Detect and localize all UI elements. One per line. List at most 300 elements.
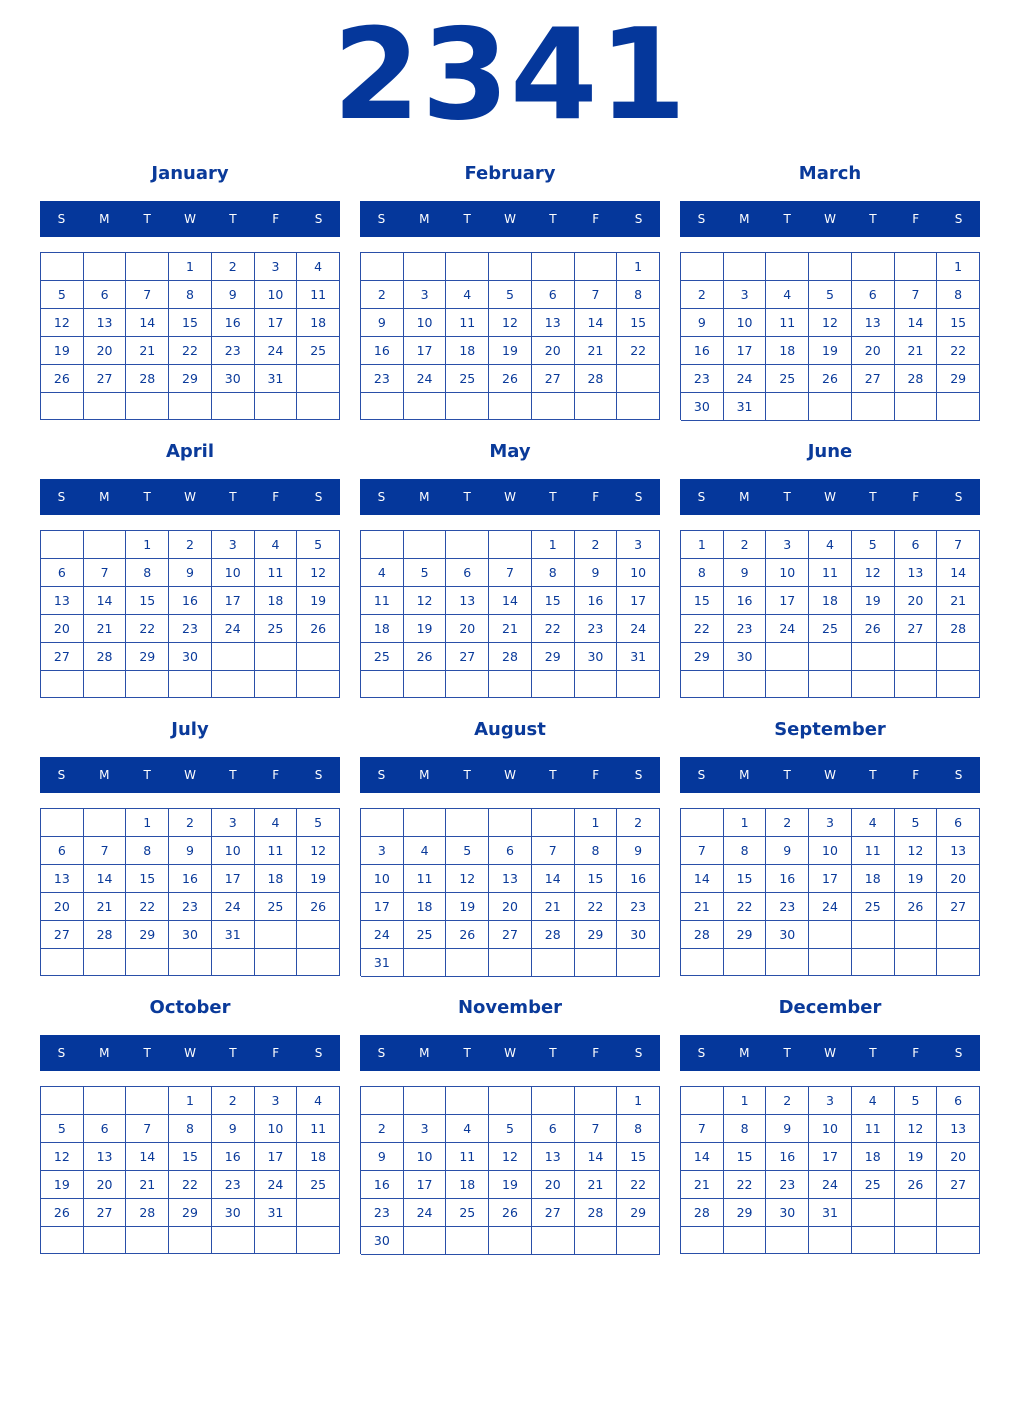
day-cell[interactable]: 5: [404, 559, 447, 587]
day-cell[interactable]: 5: [297, 531, 340, 559]
day-cell[interactable]: 21: [575, 337, 618, 365]
day-cell[interactable]: 4: [297, 1087, 340, 1115]
day-cell[interactable]: 29: [937, 365, 980, 393]
day-cell[interactable]: 3: [255, 1087, 298, 1115]
day-cell[interactable]: 5: [809, 281, 852, 309]
day-cell[interactable]: 21: [681, 893, 724, 921]
day-cell[interactable]: 25: [446, 365, 489, 393]
day-cell[interactable]: 17: [809, 865, 852, 893]
day-cell[interactable]: 7: [575, 281, 618, 309]
day-cell[interactable]: 21: [895, 337, 938, 365]
day-cell[interactable]: 23: [212, 1171, 255, 1199]
day-cell[interactable]: 17: [404, 1171, 447, 1199]
day-cell[interactable]: 18: [255, 587, 298, 615]
day-cell[interactable]: 16: [766, 1143, 809, 1171]
day-cell[interactable]: 18: [404, 893, 447, 921]
day-cell[interactable]: 30: [766, 1199, 809, 1227]
day-cell[interactable]: 9: [212, 281, 255, 309]
day-cell[interactable]: 13: [446, 587, 489, 615]
day-cell[interactable]: 5: [895, 809, 938, 837]
day-cell[interactable]: 1: [724, 1087, 767, 1115]
day-cell[interactable]: 9: [361, 309, 404, 337]
day-cell[interactable]: 12: [41, 309, 84, 337]
day-cell[interactable]: 24: [724, 365, 767, 393]
day-cell[interactable]: 15: [532, 587, 575, 615]
day-cell[interactable]: 20: [532, 1171, 575, 1199]
day-cell[interactable]: 29: [169, 365, 212, 393]
day-cell[interactable]: 15: [724, 1143, 767, 1171]
day-cell[interactable]: 26: [809, 365, 852, 393]
day-cell[interactable]: 28: [895, 365, 938, 393]
day-cell[interactable]: 18: [809, 587, 852, 615]
day-cell[interactable]: 12: [404, 587, 447, 615]
day-cell[interactable]: 10: [617, 559, 660, 587]
day-cell[interactable]: 17: [404, 337, 447, 365]
day-cell[interactable]: 22: [937, 337, 980, 365]
day-cell[interactable]: 17: [617, 587, 660, 615]
day-cell[interactable]: 25: [852, 893, 895, 921]
day-cell[interactable]: 23: [766, 893, 809, 921]
day-cell[interactable]: 29: [169, 1199, 212, 1227]
day-cell[interactable]: 9: [212, 1115, 255, 1143]
day-cell[interactable]: 19: [895, 1143, 938, 1171]
day-cell[interactable]: 1: [617, 253, 660, 281]
day-cell[interactable]: 13: [852, 309, 895, 337]
day-cell[interactable]: 11: [297, 281, 340, 309]
day-cell[interactable]: 13: [937, 1115, 980, 1143]
day-cell[interactable]: 3: [809, 809, 852, 837]
day-cell[interactable]: 7: [895, 281, 938, 309]
day-cell[interactable]: 23: [361, 365, 404, 393]
day-cell[interactable]: 7: [126, 281, 169, 309]
day-cell[interactable]: 15: [126, 587, 169, 615]
day-cell[interactable]: 29: [617, 1199, 660, 1227]
day-cell[interactable]: 30: [212, 365, 255, 393]
day-cell[interactable]: 9: [361, 1143, 404, 1171]
day-cell[interactable]: 28: [84, 643, 127, 671]
day-cell[interactable]: 6: [84, 281, 127, 309]
day-cell[interactable]: 26: [852, 615, 895, 643]
day-cell[interactable]: 19: [895, 865, 938, 893]
day-cell[interactable]: 15: [575, 865, 618, 893]
day-cell[interactable]: 30: [212, 1199, 255, 1227]
day-cell[interactable]: 18: [361, 615, 404, 643]
day-cell[interactable]: 1: [532, 531, 575, 559]
day-cell[interactable]: 8: [169, 281, 212, 309]
day-cell[interactable]: 7: [937, 531, 980, 559]
day-cell[interactable]: 24: [809, 893, 852, 921]
day-cell[interactable]: 3: [361, 837, 404, 865]
day-cell[interactable]: 24: [617, 615, 660, 643]
day-cell[interactable]: 1: [169, 1087, 212, 1115]
day-cell[interactable]: 8: [169, 1115, 212, 1143]
day-cell[interactable]: 14: [84, 865, 127, 893]
day-cell[interactable]: 7: [681, 1115, 724, 1143]
day-cell[interactable]: 27: [84, 365, 127, 393]
day-cell[interactable]: 27: [446, 643, 489, 671]
day-cell[interactable]: 16: [169, 587, 212, 615]
day-cell[interactable]: 19: [809, 337, 852, 365]
day-cell[interactable]: 24: [212, 893, 255, 921]
day-cell[interactable]: 22: [532, 615, 575, 643]
day-cell[interactable]: 14: [681, 865, 724, 893]
day-cell[interactable]: 24: [809, 1171, 852, 1199]
day-cell[interactable]: 15: [169, 1143, 212, 1171]
day-cell[interactable]: 26: [41, 1199, 84, 1227]
day-cell[interactable]: 9: [724, 559, 767, 587]
day-cell[interactable]: 15: [681, 587, 724, 615]
day-cell[interactable]: 10: [255, 1115, 298, 1143]
day-cell[interactable]: 25: [852, 1171, 895, 1199]
day-cell[interactable]: 3: [212, 809, 255, 837]
day-cell[interactable]: 25: [404, 921, 447, 949]
day-cell[interactable]: 23: [212, 337, 255, 365]
day-cell[interactable]: 27: [84, 1199, 127, 1227]
day-cell[interactable]: 28: [681, 921, 724, 949]
day-cell[interactable]: 30: [361, 1227, 404, 1255]
day-cell[interactable]: 13: [895, 559, 938, 587]
day-cell[interactable]: 29: [126, 921, 169, 949]
day-cell[interactable]: 1: [126, 531, 169, 559]
day-cell[interactable]: 20: [532, 337, 575, 365]
day-cell[interactable]: 3: [766, 531, 809, 559]
day-cell[interactable]: 27: [41, 921, 84, 949]
day-cell[interactable]: 1: [575, 809, 618, 837]
day-cell[interactable]: 8: [724, 1115, 767, 1143]
day-cell[interactable]: 11: [255, 837, 298, 865]
day-cell[interactable]: 17: [724, 337, 767, 365]
day-cell[interactable]: 25: [297, 1171, 340, 1199]
day-cell[interactable]: 22: [575, 893, 618, 921]
day-cell[interactable]: 26: [297, 615, 340, 643]
day-cell[interactable]: 5: [489, 1115, 532, 1143]
day-cell[interactable]: 9: [617, 837, 660, 865]
day-cell[interactable]: 22: [617, 337, 660, 365]
day-cell[interactable]: 14: [937, 559, 980, 587]
day-cell[interactable]: 14: [126, 309, 169, 337]
day-cell[interactable]: 11: [766, 309, 809, 337]
day-cell[interactable]: 4: [766, 281, 809, 309]
day-cell[interactable]: 11: [852, 837, 895, 865]
day-cell[interactable]: 26: [404, 643, 447, 671]
day-cell[interactable]: 17: [212, 587, 255, 615]
day-cell[interactable]: 12: [809, 309, 852, 337]
day-cell[interactable]: 28: [532, 921, 575, 949]
day-cell[interactable]: 20: [852, 337, 895, 365]
day-cell[interactable]: 18: [766, 337, 809, 365]
day-cell[interactable]: 24: [404, 365, 447, 393]
day-cell[interactable]: 13: [84, 309, 127, 337]
day-cell[interactable]: 20: [84, 1171, 127, 1199]
day-cell[interactable]: 19: [297, 587, 340, 615]
day-cell[interactable]: 10: [404, 1143, 447, 1171]
day-cell[interactable]: 13: [41, 865, 84, 893]
day-cell[interactable]: 24: [361, 921, 404, 949]
day-cell[interactable]: 25: [255, 893, 298, 921]
day-cell[interactable]: 30: [169, 643, 212, 671]
day-cell[interactable]: 2: [681, 281, 724, 309]
day-cell[interactable]: 21: [489, 615, 532, 643]
day-cell[interactable]: 16: [212, 1143, 255, 1171]
day-cell[interactable]: 23: [575, 615, 618, 643]
day-cell[interactable]: 16: [575, 587, 618, 615]
day-cell[interactable]: 6: [532, 281, 575, 309]
day-cell[interactable]: 3: [724, 281, 767, 309]
day-cell[interactable]: 5: [41, 281, 84, 309]
day-cell[interactable]: 5: [446, 837, 489, 865]
day-cell[interactable]: 3: [404, 1115, 447, 1143]
day-cell[interactable]: 14: [681, 1143, 724, 1171]
day-cell[interactable]: 21: [532, 893, 575, 921]
day-cell[interactable]: 21: [84, 893, 127, 921]
day-cell[interactable]: 6: [446, 559, 489, 587]
day-cell[interactable]: 11: [297, 1115, 340, 1143]
day-cell[interactable]: 10: [809, 837, 852, 865]
day-cell[interactable]: 3: [255, 253, 298, 281]
day-cell[interactable]: 18: [852, 865, 895, 893]
day-cell[interactable]: 2: [212, 1087, 255, 1115]
day-cell[interactable]: 10: [404, 309, 447, 337]
day-cell[interactable]: 16: [617, 865, 660, 893]
day-cell[interactable]: 2: [169, 809, 212, 837]
day-cell[interactable]: 26: [895, 1171, 938, 1199]
day-cell[interactable]: 4: [852, 809, 895, 837]
day-cell[interactable]: 15: [169, 309, 212, 337]
day-cell[interactable]: 4: [446, 1115, 489, 1143]
day-cell[interactable]: 20: [41, 893, 84, 921]
day-cell[interactable]: 29: [532, 643, 575, 671]
day-cell[interactable]: 31: [255, 1199, 298, 1227]
day-cell[interactable]: 18: [446, 337, 489, 365]
day-cell[interactable]: 21: [126, 337, 169, 365]
day-cell[interactable]: 29: [724, 921, 767, 949]
day-cell[interactable]: 28: [575, 1199, 618, 1227]
day-cell[interactable]: 10: [361, 865, 404, 893]
day-cell[interactable]: 25: [255, 615, 298, 643]
day-cell[interactable]: 14: [489, 587, 532, 615]
day-cell[interactable]: 7: [489, 559, 532, 587]
day-cell[interactable]: 2: [575, 531, 618, 559]
day-cell[interactable]: 8: [575, 837, 618, 865]
day-cell[interactable]: 14: [84, 587, 127, 615]
day-cell[interactable]: 21: [84, 615, 127, 643]
day-cell[interactable]: 30: [575, 643, 618, 671]
day-cell[interactable]: 23: [681, 365, 724, 393]
day-cell[interactable]: 26: [446, 921, 489, 949]
day-cell[interactable]: 22: [724, 1171, 767, 1199]
day-cell[interactable]: 9: [575, 559, 618, 587]
day-cell[interactable]: 28: [937, 615, 980, 643]
day-cell[interactable]: 2: [169, 531, 212, 559]
day-cell[interactable]: 17: [809, 1143, 852, 1171]
day-cell[interactable]: 14: [575, 1143, 618, 1171]
day-cell[interactable]: 2: [617, 809, 660, 837]
day-cell[interactable]: 28: [681, 1199, 724, 1227]
day-cell[interactable]: 6: [937, 1087, 980, 1115]
day-cell[interactable]: 17: [255, 1143, 298, 1171]
day-cell[interactable]: 26: [489, 365, 532, 393]
day-cell[interactable]: 7: [575, 1115, 618, 1143]
day-cell[interactable]: 1: [937, 253, 980, 281]
day-cell[interactable]: 18: [446, 1171, 489, 1199]
day-cell[interactable]: 24: [404, 1199, 447, 1227]
day-cell[interactable]: 27: [489, 921, 532, 949]
day-cell[interactable]: 13: [489, 865, 532, 893]
day-cell[interactable]: 2: [766, 1087, 809, 1115]
day-cell[interactable]: 11: [255, 559, 298, 587]
day-cell[interactable]: 6: [852, 281, 895, 309]
day-cell[interactable]: 6: [84, 1115, 127, 1143]
day-cell[interactable]: 1: [724, 809, 767, 837]
day-cell[interactable]: 27: [937, 1171, 980, 1199]
day-cell[interactable]: 3: [212, 531, 255, 559]
day-cell[interactable]: 16: [766, 865, 809, 893]
day-cell[interactable]: 5: [297, 809, 340, 837]
day-cell[interactable]: 9: [766, 1115, 809, 1143]
day-cell[interactable]: 31: [724, 393, 767, 421]
day-cell[interactable]: 28: [575, 365, 618, 393]
day-cell[interactable]: 17: [255, 309, 298, 337]
day-cell[interactable]: 8: [126, 837, 169, 865]
day-cell[interactable]: 12: [297, 837, 340, 865]
day-cell[interactable]: 10: [724, 309, 767, 337]
day-cell[interactable]: 4: [446, 281, 489, 309]
day-cell[interactable]: 31: [809, 1199, 852, 1227]
day-cell[interactable]: 16: [361, 337, 404, 365]
day-cell[interactable]: 10: [766, 559, 809, 587]
day-cell[interactable]: 8: [617, 281, 660, 309]
day-cell[interactable]: 31: [212, 921, 255, 949]
day-cell[interactable]: 31: [255, 365, 298, 393]
day-cell[interactable]: 18: [255, 865, 298, 893]
day-cell[interactable]: 13: [532, 309, 575, 337]
day-cell[interactable]: 23: [361, 1199, 404, 1227]
day-cell[interactable]: 30: [617, 921, 660, 949]
day-cell[interactable]: 1: [169, 253, 212, 281]
day-cell[interactable]: 4: [297, 253, 340, 281]
day-cell[interactable]: 2: [766, 809, 809, 837]
day-cell[interactable]: 6: [895, 531, 938, 559]
day-cell[interactable]: 24: [255, 1171, 298, 1199]
day-cell[interactable]: 3: [617, 531, 660, 559]
day-cell[interactable]: 19: [41, 337, 84, 365]
day-cell[interactable]: 18: [297, 1143, 340, 1171]
day-cell[interactable]: 7: [126, 1115, 169, 1143]
day-cell[interactable]: 2: [361, 281, 404, 309]
day-cell[interactable]: 12: [446, 865, 489, 893]
day-cell[interactable]: 30: [169, 921, 212, 949]
day-cell[interactable]: 7: [84, 559, 127, 587]
day-cell[interactable]: 20: [937, 865, 980, 893]
day-cell[interactable]: 1: [681, 531, 724, 559]
day-cell[interactable]: 24: [255, 337, 298, 365]
day-cell[interactable]: 21: [575, 1171, 618, 1199]
day-cell[interactable]: 26: [489, 1199, 532, 1227]
day-cell[interactable]: 12: [852, 559, 895, 587]
day-cell[interactable]: 11: [404, 865, 447, 893]
day-cell[interactable]: 10: [255, 281, 298, 309]
day-cell[interactable]: 19: [489, 1171, 532, 1199]
day-cell[interactable]: 17: [361, 893, 404, 921]
day-cell[interactable]: 24: [212, 615, 255, 643]
day-cell[interactable]: 12: [895, 837, 938, 865]
day-cell[interactable]: 27: [532, 365, 575, 393]
day-cell[interactable]: 22: [126, 893, 169, 921]
day-cell[interactable]: 20: [84, 337, 127, 365]
day-cell[interactable]: 7: [681, 837, 724, 865]
day-cell[interactable]: 15: [724, 865, 767, 893]
day-cell[interactable]: 19: [297, 865, 340, 893]
day-cell[interactable]: 20: [895, 587, 938, 615]
day-cell[interactable]: 4: [852, 1087, 895, 1115]
day-cell[interactable]: 20: [489, 893, 532, 921]
day-cell[interactable]: 23: [169, 615, 212, 643]
day-cell[interactable]: 20: [41, 615, 84, 643]
day-cell[interactable]: 19: [489, 337, 532, 365]
day-cell[interactable]: 6: [937, 809, 980, 837]
day-cell[interactable]: 4: [809, 531, 852, 559]
day-cell[interactable]: 28: [84, 921, 127, 949]
day-cell[interactable]: 19: [41, 1171, 84, 1199]
day-cell[interactable]: 16: [681, 337, 724, 365]
day-cell[interactable]: 26: [297, 893, 340, 921]
day-cell[interactable]: 27: [41, 643, 84, 671]
day-cell[interactable]: 11: [852, 1115, 895, 1143]
day-cell[interactable]: 14: [126, 1143, 169, 1171]
day-cell[interactable]: 27: [895, 615, 938, 643]
day-cell[interactable]: 14: [532, 865, 575, 893]
day-cell[interactable]: 19: [446, 893, 489, 921]
day-cell[interactable]: 29: [575, 921, 618, 949]
day-cell[interactable]: 3: [404, 281, 447, 309]
day-cell[interactable]: 29: [681, 643, 724, 671]
day-cell[interactable]: 29: [724, 1199, 767, 1227]
day-cell[interactable]: 9: [681, 309, 724, 337]
day-cell[interactable]: 7: [84, 837, 127, 865]
day-cell[interactable]: 11: [446, 309, 489, 337]
day-cell[interactable]: 23: [617, 893, 660, 921]
day-cell[interactable]: 12: [297, 559, 340, 587]
day-cell[interactable]: 15: [126, 865, 169, 893]
day-cell[interactable]: 13: [532, 1143, 575, 1171]
day-cell[interactable]: 8: [681, 559, 724, 587]
day-cell[interactable]: 24: [766, 615, 809, 643]
day-cell[interactable]: 1: [617, 1087, 660, 1115]
day-cell[interactable]: 25: [809, 615, 852, 643]
day-cell[interactable]: 21: [681, 1171, 724, 1199]
day-cell[interactable]: 8: [617, 1115, 660, 1143]
day-cell[interactable]: 6: [489, 837, 532, 865]
day-cell[interactable]: 5: [895, 1087, 938, 1115]
day-cell[interactable]: 23: [766, 1171, 809, 1199]
day-cell[interactable]: 1: [126, 809, 169, 837]
day-cell[interactable]: 25: [297, 337, 340, 365]
day-cell[interactable]: 6: [532, 1115, 575, 1143]
day-cell[interactable]: 2: [724, 531, 767, 559]
day-cell[interactable]: 14: [575, 309, 618, 337]
day-cell[interactable]: 21: [937, 587, 980, 615]
day-cell[interactable]: 16: [212, 309, 255, 337]
day-cell[interactable]: 8: [126, 559, 169, 587]
day-cell[interactable]: 25: [446, 1199, 489, 1227]
day-cell[interactable]: 6: [41, 559, 84, 587]
day-cell[interactable]: 20: [937, 1143, 980, 1171]
day-cell[interactable]: 28: [489, 643, 532, 671]
day-cell[interactable]: 11: [361, 587, 404, 615]
day-cell[interactable]: 4: [404, 837, 447, 865]
day-cell[interactable]: 25: [361, 643, 404, 671]
day-cell[interactable]: 28: [126, 1199, 169, 1227]
